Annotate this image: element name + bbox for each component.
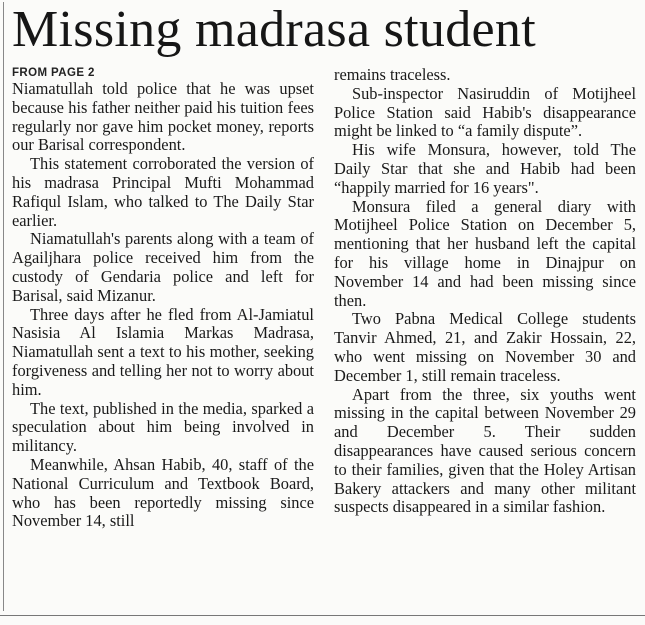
article-body	[12, 66, 636, 531]
paragraph: Meanwhile, Ahsan Habib, 40, staff of the National Curriculum and Textbook Board, who has been reportedly missing since November 14, still	[12, 454, 314, 531]
bottom-rule	[0, 615, 645, 616]
paragraph: Niamatullah told police that he was upset because his father neither paid his tuition fees regularly nor gave him pocket money, reports our Barisal correspondent.	[12, 79, 314, 155]
paragraph: Three days after he fled from Al-Jamiatul Nasisia Al Islamia Markas Madrasa, Niamatullah sent a text to his mother, seeking forgiveness and telling her not to worry about him.	[12, 304, 314, 399]
paragraph: His wife Monsura, however, told The Daily Star that she and Habib had been “happily married for 16 years".	[334, 140, 636, 197]
paragraph: Two Pabna Medical College students Tanvir Ahmed, 21, and Zakir Hossain, 22, who went missing on November 30 and December 1, still remain traceless.	[334, 309, 636, 385]
paragraph: Monsura filed a general diary with Motijheel Police Station on December 5, mentioning that her husband left the capital for his village home in Dinajpur on November 14 and had been missing since then.	[334, 196, 636, 310]
paragraph: The text, published in the media, sparked a speculation about him being involved in militancy.	[12, 398, 314, 456]
left-column	[12, 66, 314, 531]
paragraph: Apart from the three, six youths went missing in the capital between November 29 and December 5. Their sudden disappearances have caused serious concern to their families, given that the Holey Artisan Bakery attackers and many other militant suspects disappeared in a similar fashion.	[334, 384, 636, 517]
kicker: FROM PAGE 2	[12, 67, 95, 79]
paragraph: Sub-inspector Nasiruddin of Motijheel Police Station said Habib's disappearance might be linked to “a family dispute”.	[334, 83, 636, 141]
headline: Missing madrasa student	[12, 1, 536, 58]
paragraph: This statement corroborated the version of his madrasa Principal Mufti Mohammad Rafiqul Islam, who talked to The Daily Star earlier.	[12, 154, 314, 230]
right-column	[334, 66, 636, 531]
paragraph: Niamatullah's parents along with a team of Agailjhara police received him from the custody of Gendaria police and left for Barisal, said Mizanur.	[12, 229, 314, 305]
paragraph: remains traceless.	[334, 65, 451, 84]
